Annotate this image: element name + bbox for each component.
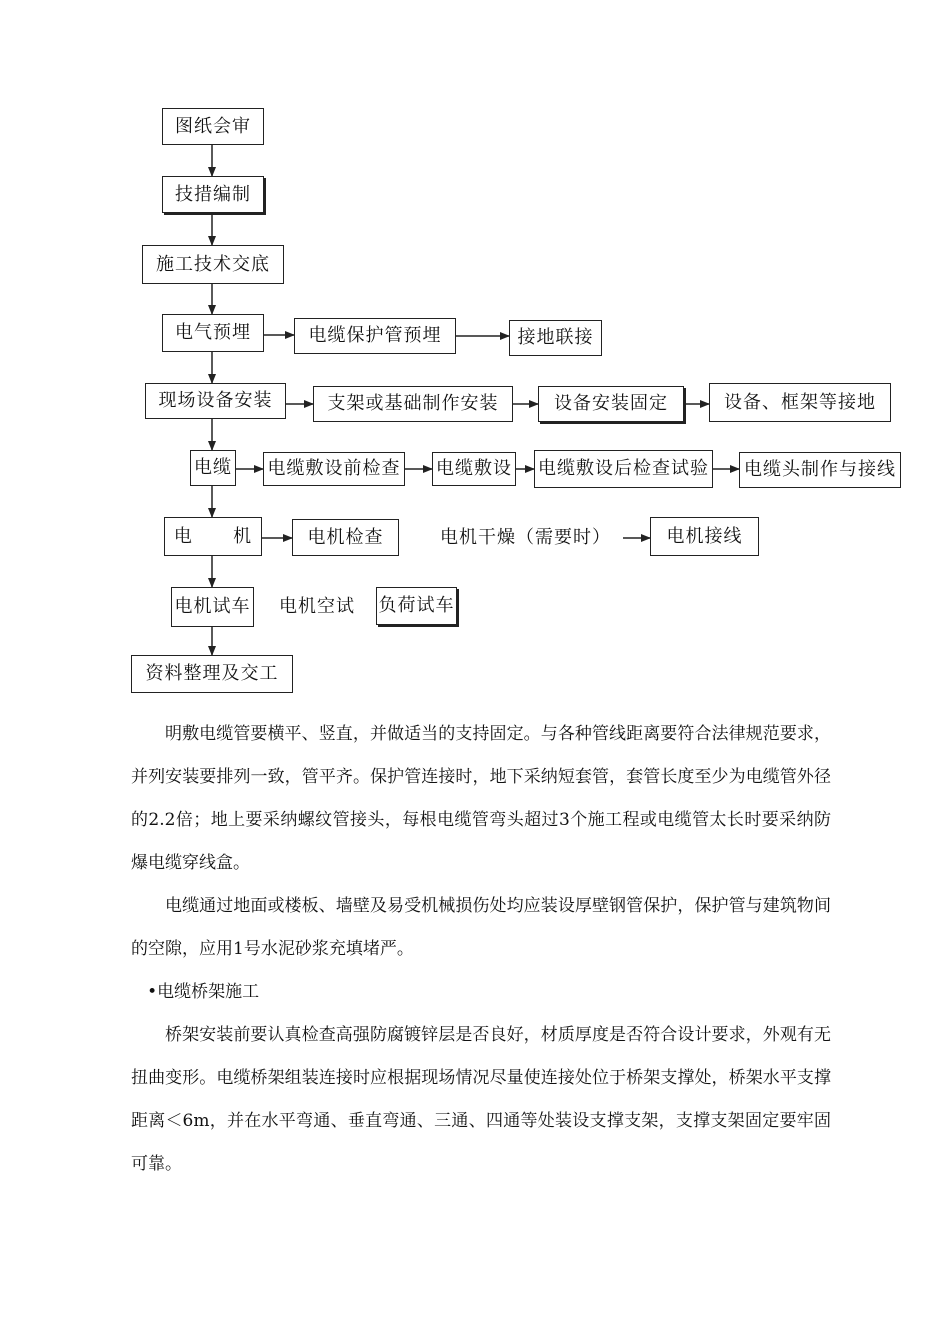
step-equipment-install: 现场设备安装 [145, 383, 286, 419]
step-electric-embedding: 电气预埋 [162, 314, 264, 352]
paragraph-cable-tray: 桥架安装前要认真检查高强防腐镀锌层是否良好，材质厚度是否符合设计要求，外观有无扭曲变形。电缆桥架组装连接时应根据现场情况尽量使连接处位于桥架支撑处，桥架水平支撑距离＜6m，并在水平弯通、垂直弯通、三通、四通等处装设支撑支架，支撑支架固定要牢固可靠。 [131, 1025, 831, 1174]
step-motor-check: 电机检查 [292, 519, 399, 556]
section-heading-cable-tray: •电缆桥架施工 [147, 982, 260, 1002]
step-grounding-connection: 接地联接 [509, 320, 602, 356]
step-motor-trial: 电机试车 [171, 587, 254, 627]
step-cable-post-test: 电缆敷设后检查试验 [534, 450, 713, 488]
step-load-trial: 负荷试车 [376, 587, 457, 625]
step-bracket-foundation: 支架或基础制作安装 [313, 386, 513, 422]
paragraph-cable-protection: 电缆通过地面或楼板、墙壁及易受机械损伤处均应装设厚壁钢管保护，保护管与建筑物间的空隙，应用1号水泥砂浆充填堵严。 [131, 896, 831, 959]
step-technical-briefing: 施工技术交底 [142, 245, 284, 284]
step-cable-conduit-embedding: 电缆保护管预埋 [294, 318, 456, 354]
step-cable-laying: 电缆敷设 [432, 452, 516, 486]
step-motor-idle-test: 电机空试 [279, 596, 355, 617]
step-equipment-grounding: 设备、框架等接地 [709, 383, 891, 422]
step-cable-pre-check: 电缆敷设前检查 [263, 452, 405, 486]
step-motor-drying: 电机干燥（需要时） [440, 527, 611, 548]
step-drawing-review: 图纸会审 [162, 108, 264, 145]
step-technical-plan: 技措编制 [162, 176, 264, 213]
step-motor-wiring: 电机接线 [650, 517, 759, 556]
paragraph-cable-conduit: 明敷电缆管要横平、竖直，并做适当的支持固定。与各种管线距离要符合法律规范要求，并列安装要排列一致，管平齐。保护管连接时，地下采纳短套管，套管长度至少为电缆管外径的2.2倍；地上要采纳螺纹管接头，每根电缆管弯头超过3个施工程或电缆管太长时要采纳防爆电缆穿线盒。 [131, 724, 831, 873]
step-documentation-handover: 资料整理及交工 [131, 655, 293, 693]
step-equipment-fixing: 设备安装固定 [538, 386, 684, 422]
body-text [131, 713, 831, 1186]
step-cable: 电缆 [190, 450, 236, 486]
step-cable-termination: 电缆头制作与接线 [739, 452, 901, 488]
step-motor: 电 机 [164, 517, 262, 556]
